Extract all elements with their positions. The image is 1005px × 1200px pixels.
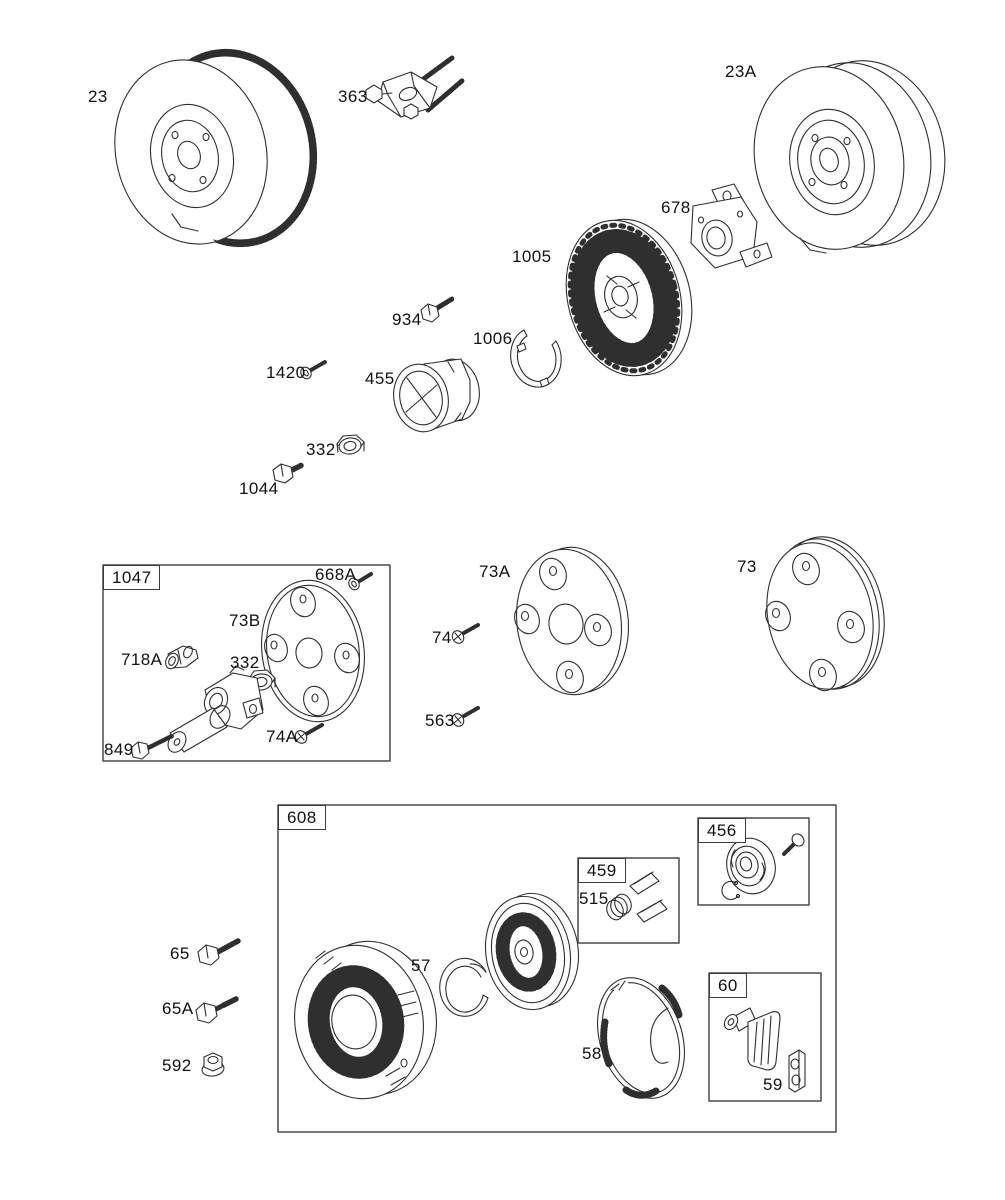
retainer-1006-drawing (511, 330, 561, 387)
part-label-73b: 73B (229, 611, 261, 630)
part-label-65: 65 (170, 944, 190, 963)
part-label-59: 59 (763, 1075, 783, 1094)
rewind-spring-57-drawing (440, 958, 488, 1016)
screw-74-drawing (450, 625, 478, 645)
part-label-1006: 1006 (473, 329, 513, 348)
starter-shaft-assembly-drawing (164, 666, 263, 756)
cup-455-drawing (388, 355, 485, 437)
nut-332-upper-drawing (337, 435, 364, 455)
part-label-332-lower: 332 (230, 653, 260, 672)
part-label-934: 934 (392, 310, 422, 329)
part-label-1420: 1420 (266, 363, 306, 382)
rope-pulley-drawing (477, 887, 588, 1017)
part-label-1044: 1044 (239, 479, 279, 498)
part-label-515: 515 (579, 889, 609, 908)
fitting-718a-drawing (163, 645, 198, 671)
flywheel-23-drawing (96, 36, 333, 261)
group-label-456: 456 (698, 818, 746, 843)
bolt-65a-drawing (196, 999, 236, 1023)
part-label-332-upper: 332 (306, 440, 336, 459)
part-label-363: 363 (338, 87, 368, 106)
part-label-73a: 73A (479, 562, 511, 581)
part-label-74a: 74A (266, 727, 298, 746)
disc-73b-drawing (253, 574, 374, 729)
group-label-608: 608 (278, 805, 326, 830)
part-label-678: 678 (661, 198, 691, 217)
part-label-58: 58 (582, 1044, 602, 1063)
disc-73-drawing (754, 527, 898, 700)
part-label-563: 563 (425, 711, 455, 730)
group-label-459: 459 (578, 858, 626, 883)
bolt-65-drawing (198, 941, 238, 965)
flywheel-23a-drawing (737, 46, 961, 263)
group-label-60: 60 (709, 973, 747, 998)
part-label-74: 74 (432, 628, 452, 647)
part-label-23: 23 (88, 87, 108, 106)
part-label-65a: 65A (162, 999, 194, 1018)
part-label-849: 849 (104, 740, 134, 759)
part-label-455: 455 (365, 369, 395, 388)
bracket-678-drawing (691, 184, 772, 268)
disc-73a-drawing (507, 540, 637, 701)
fan-1005-drawing (549, 206, 708, 389)
bolt-849-drawing (131, 736, 172, 759)
part-label-23a: 23A (725, 62, 757, 81)
flange-nut-592-drawing (201, 1053, 225, 1077)
part-label-668a: 668A (315, 565, 357, 584)
part-label-718a: 718A (121, 650, 163, 669)
part-label-57: 57 (411, 956, 431, 975)
puller-363-drawing (366, 58, 463, 119)
part-label-1005: 1005 (512, 247, 552, 266)
part-label-73: 73 (737, 557, 757, 576)
group-label-1047: 1047 (103, 565, 160, 590)
starter-rope-58-drawing (583, 966, 699, 1109)
part-label-592: 592 (162, 1056, 192, 1075)
bolt-934-drawing (421, 299, 452, 322)
